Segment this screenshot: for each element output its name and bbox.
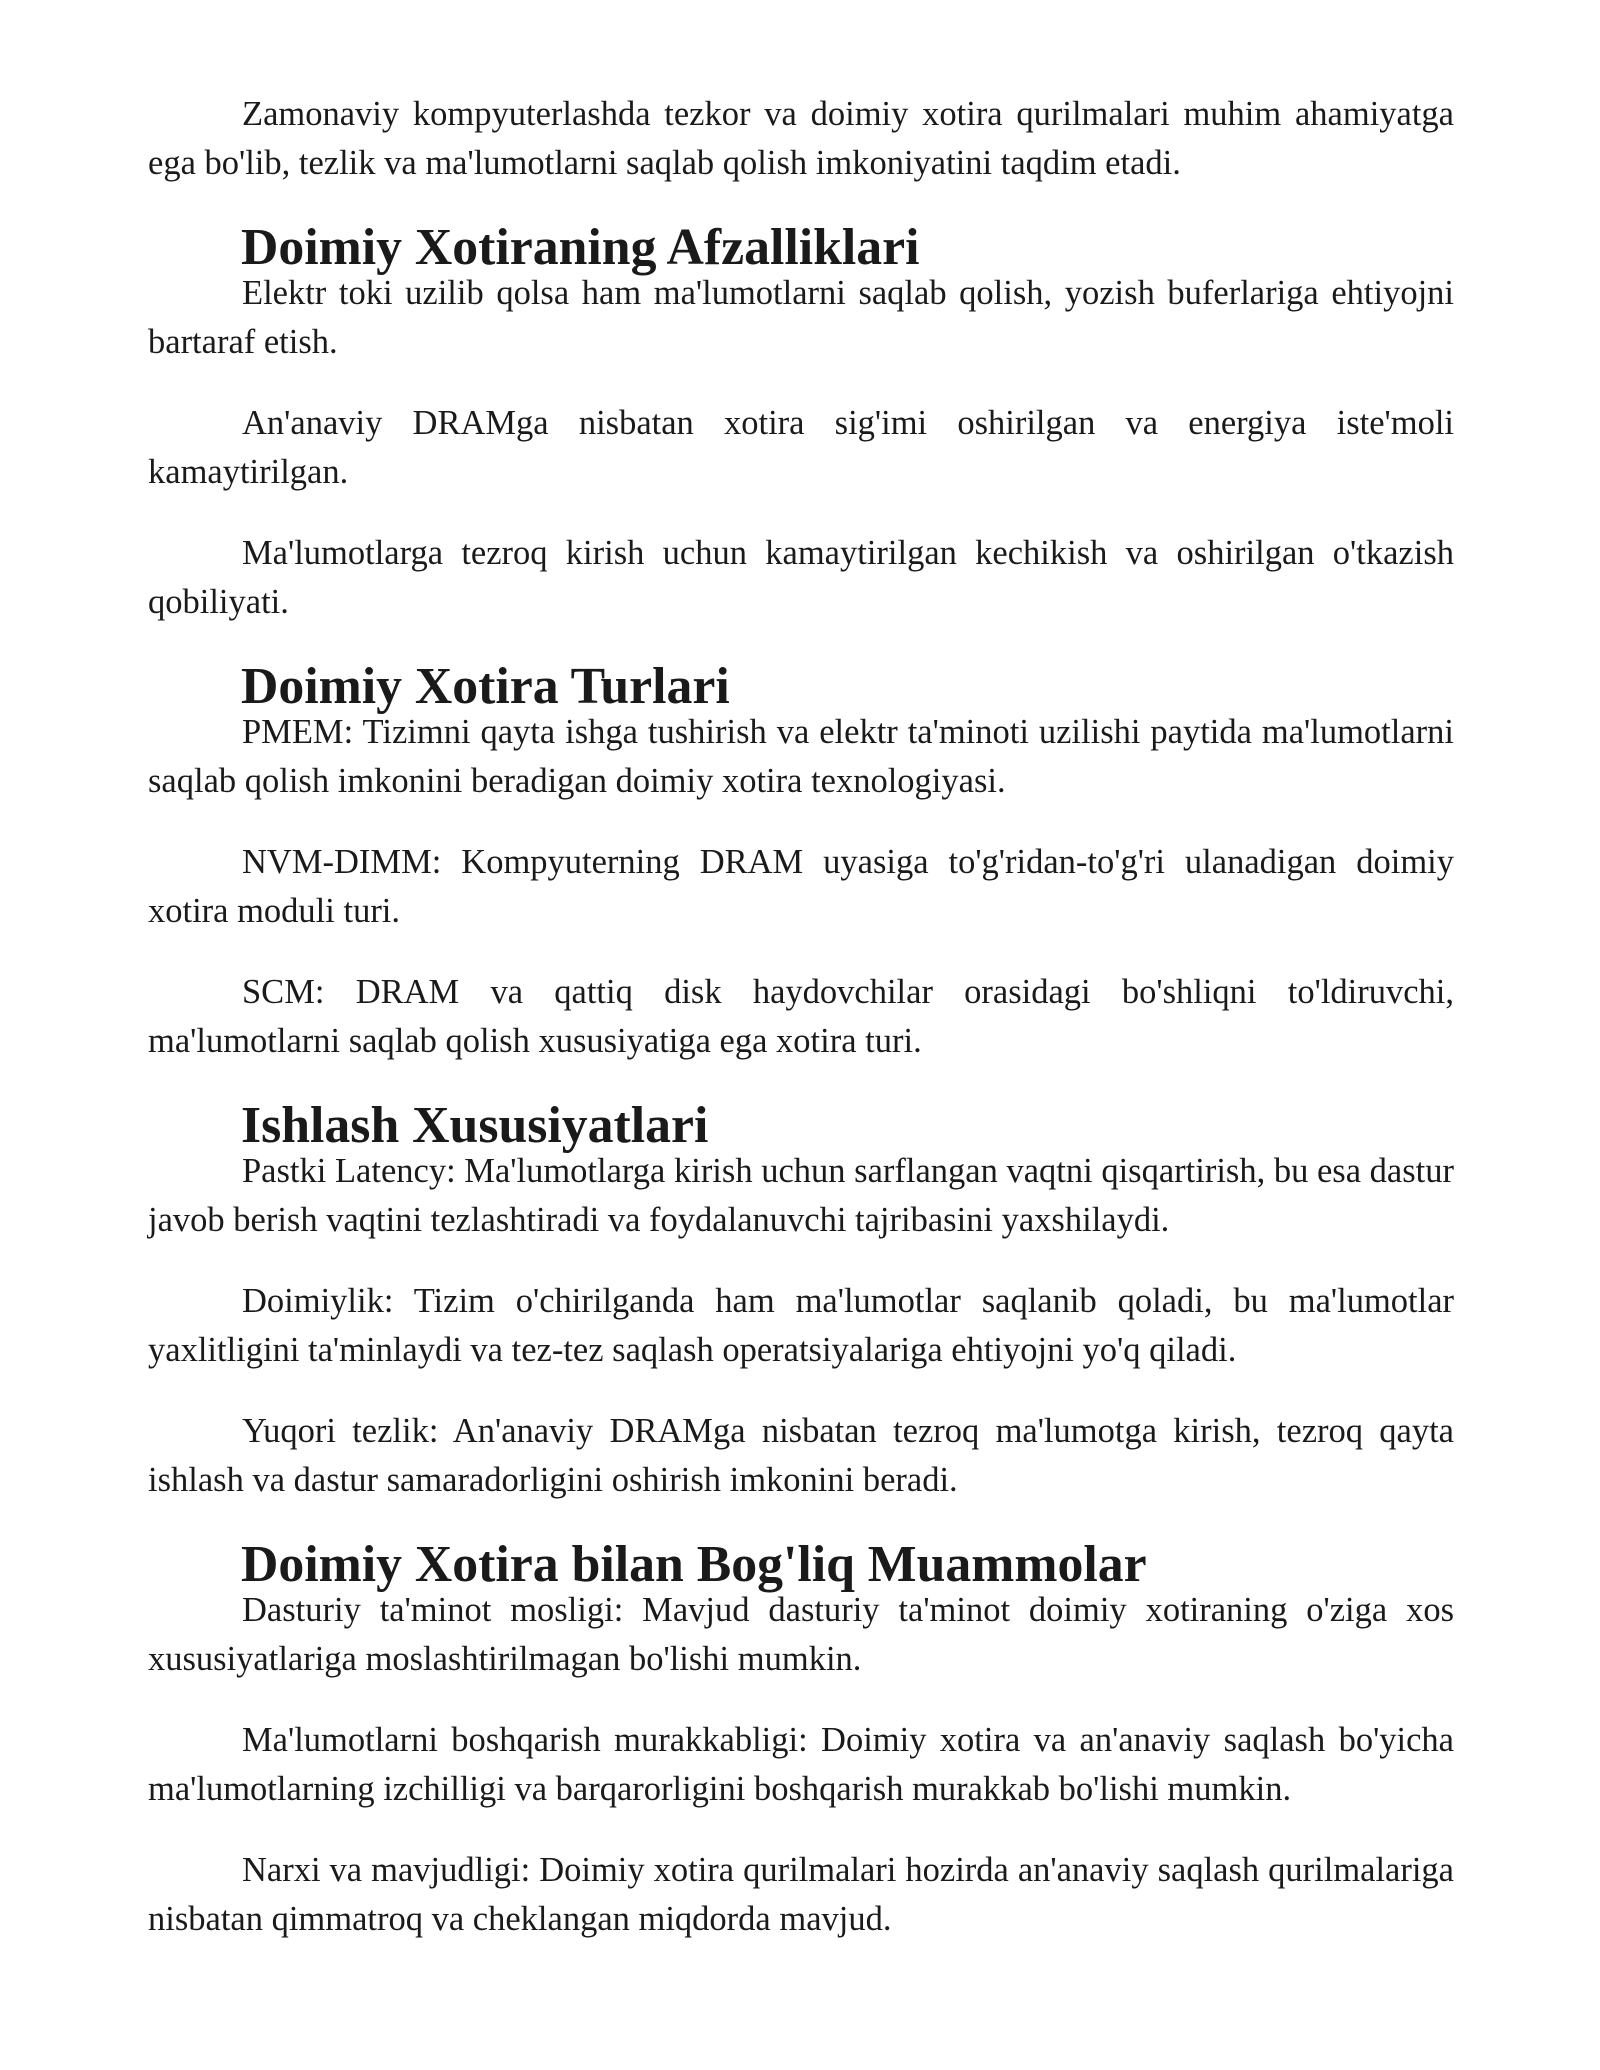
section-heading: Doimiy Xotira bilan Bog'liq Muammolar	[241, 1536, 1147, 1593]
document-page	[148, 90, 1454, 1976]
section-problems	[148, 1536, 1454, 1943]
section-paragraph: Ma'lumotlarni boshqarish murakkabligi: Doimiy xotira va an'anaviy saqlash bo'yicha ma'lumotlarning izchilligi va barqarorligini boshqarish murakkab bo'lishi mumkin.	[148, 1721, 1454, 1808]
section-paragraph: Yuqori tezlik: An'anaviy DRAMga nisbatan tezroq ma'lumotga kirish, tezroq qayta ishlash va dastur samaradorligini oshirish imkonini beradi.	[148, 1412, 1454, 1499]
section-paragraph: SCM: DRAM va qattiq disk haydovchilar orasidagi bo'shliqni to'ldiruvchi, ma'lumotlarni saqlab qolish xususiyatiga ega xotira turi.	[148, 973, 1454, 1060]
intro-paragraph: Zamonaviy kompyuterlashda tezkor va doimiy xotira qurilmalari muhim ahamiyatga ega bo'lib, tezlik va ma'lumotlarni saqlab qolish imkoniyatini taqdim etadi.	[148, 95, 1454, 182]
section-paragraph: NVM-DIMM: Kompyuterning DRAM uyasiga to'g'ridan-to'g'ri ulanadigan doimiy xotira moduli turi.	[148, 843, 1454, 930]
section-paragraph: PMEM: Tizimni qayta ishga tushirish va elektr ta'minoti uzilishi paytida ma'lumotlarni saqlab qolish imkonini beradigan doimiy xotira texnologiyasi.	[148, 713, 1454, 800]
section-paragraph: Elektr toki uzilib qolsa ham ma'lumotlarni saqlab qolish, yozish buferlariga ehtiyojni bartaraf etish.	[148, 274, 1454, 361]
section-advantages	[148, 219, 1454, 626]
section-paragraph: Dasturiy ta'minot mosligi: Mavjud dasturiy ta'minot doimiy xotiraning o'ziga xos xususiyatlariga moslashtirilmagan bo'lishi mumkin.	[148, 1591, 1454, 1678]
section-paragraph: Narxi va mavjudligi: Doimiy xotira qurilmalari hozirda an'anaviy saqlash qurilmalariga nisbatan qimmatroq va cheklangan miqdorda mavjud.	[148, 1851, 1454, 1938]
section-heading: Ishlash Xususiyatlari	[241, 1097, 709, 1154]
section-heading: Doimiy Xotiraning Afzalliklari	[241, 219, 920, 276]
section-paragraph: Ma'lumotlarga tezroq kirish uchun kamaytirilgan kechikish va oshirilgan o'tkazish qobiliyati.	[148, 534, 1454, 621]
section-paragraph: An'anaviy DRAMga nisbatan xotira sig'imi oshirilgan va energiya iste'moli kamaytirilgan.	[148, 404, 1454, 491]
section-performance	[148, 1097, 1454, 1504]
section-types	[148, 658, 1454, 1065]
section-paragraph: Pastki Latency: Ma'lumotlarga kirish uchun sarflangan vaqtni qisqartirish, bu esa dastur javob berish vaqtini tezlashtiradi va foydalanuvchi tajribasini yaxshilaydi.	[148, 1152, 1454, 1239]
section-paragraph: Doimiylik: Tizim o'chirilganda ham ma'lumotlar saqlanib qoladi, bu ma'lumotlar yaxlitligini ta'minlaydi va tez-tez saqlash operatsiyalariga ehtiyojni yo'q qiladi.	[148, 1282, 1454, 1369]
section-heading: Doimiy Xotira Turlari	[241, 658, 730, 715]
